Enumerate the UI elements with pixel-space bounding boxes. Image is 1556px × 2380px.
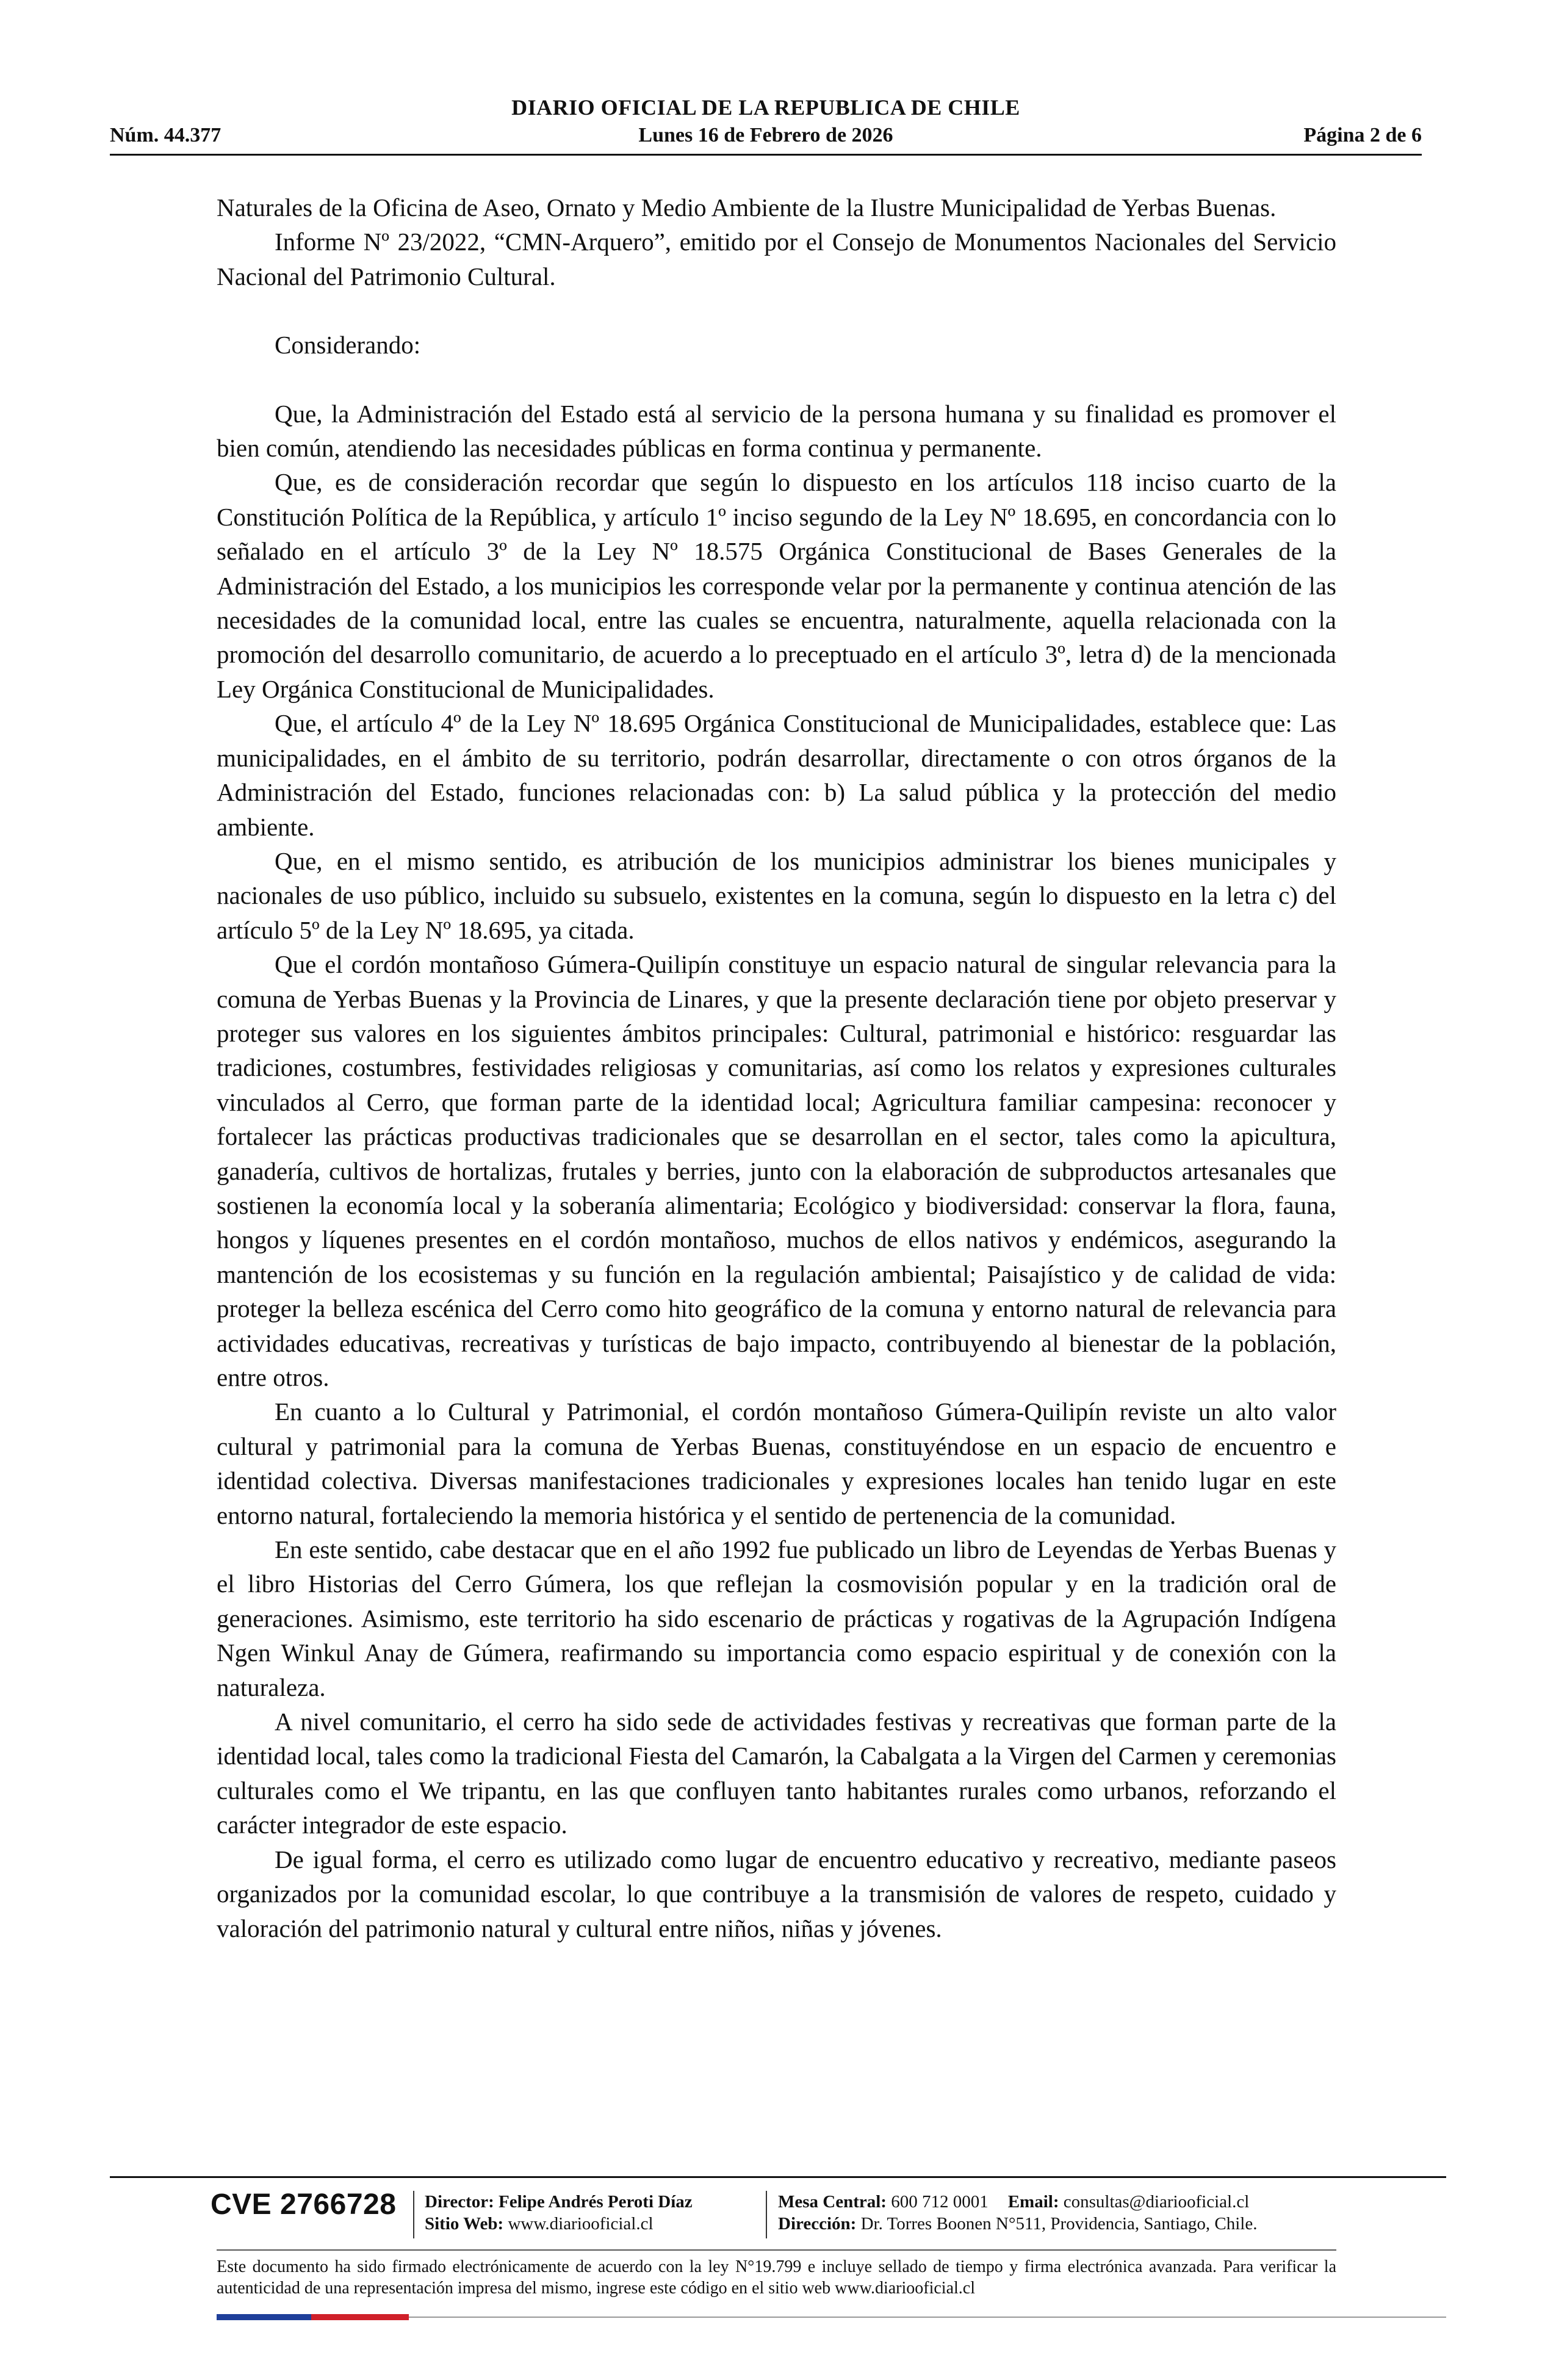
spacer (217, 362, 1336, 397)
email-label: Email: (1007, 2192, 1059, 2212)
document-body (217, 190, 1336, 2131)
footer-divider (110, 2176, 1446, 2178)
footer-separator (766, 2191, 767, 2238)
phone-label: Mesa Central: (778, 2192, 887, 2212)
legal-notice: Este documento ha sido firmado electrónicamente de acuerdo con la ley N°19.799 e incluye sellado de tiempo y firma electrónica avanzada. Para verificar la autenticidad de una representación impresa del mismo, ingrese este código en el sitio web www.diariooficial.cl (217, 2257, 1336, 2298)
address-label: Dirección: (778, 2214, 857, 2234)
body-paragraph: A nivel comunitario, el cerro ha sido sede de actividades festivas y recreativas que forman parte de la identidad local, tales como la tradicional Fiesta del Camarón, la Cabalgata a la Virgen del Carmen y ceremonias culturales como el We tripantu, en las que confluyen tanto habitantes rurales como urbanos, reforzando el carácter integrador de este espacio. (217, 1707, 1336, 1839)
body-paragraph: De igual forma, el cerro es utilizado como lugar de encuentro educativo y recreativo, mediante paseos organizados por la comunidad escolar, lo que contribuye a la transmisión de valores de respeto, cuidado y valoración del patrimonio natural y cultural entre niños, niñas y jóvenes. (217, 1845, 1336, 1942)
footer-contact-right (778, 2191, 1257, 2235)
email-link[interactable]: consultas@diariooficial.cl (1063, 2192, 1250, 2212)
body-paragraph: Informe Nº 23/2022, “CMN-Arquero”, emitido por el Consejo de Monumentos Nacionales del Servicio Nacional del Patrimonio Cultural. (217, 228, 1336, 290)
body-paragraph: Que, la Administración del Estado está al servicio de la persona humana y su finalidad es promover el bien común, atendiendo las necesidades públicas en forma continua y permanente. (217, 399, 1336, 463)
issue-date: Lunes 16 de Febrero de 2026 (638, 124, 893, 146)
body-paragraph: En cuanto a lo Cultural y Patrimonial, el cordón montañoso Gúmera-Quilipín reviste un alto valor cultural y patrimonial para la comuna de Yerbas Buenas, constituyéndose en un espacio de encuentro e identidad colectiva. Diversas manifestaciones tradicionales y expresiones locales han tenido lugar en este entorno natural, fortaleciendo la memoria histórica y el sentido de pertenencia de la comunidad. (217, 1397, 1336, 1529)
body-paragraph: Que, es de consideración recordar que según lo dispuesto en los artículos 118 inciso cuarto de la Constitución Política de la República, y artículo 1º inciso segundo de la Ley Nº 18.695, en concordancia con lo señalado en el artículo 3º de la Ley Nº 18.575 Orgánica Constitucional de Bases Generales de la Administración del Estado, a los municipios les corresponde velar por la permanente y continua atención de las necesidades de la comunidad local, entre las cuales se encuentra, naturalmente, aquella relacionada con la promoción del desarrollo comunitario, de acuerdo a lo preceptuado en el artículo 3º, letra d) de la mencionada Ley Orgánica Constitucional de Municipalidades. (217, 468, 1336, 703)
footer-contact-left (425, 2191, 693, 2235)
website-link[interactable]: www.diariooficial.cl (508, 2214, 654, 2234)
director-name: Felipe Andrés Peroti Díaz (499, 2192, 693, 2212)
phone-value: 600 712 0001 (891, 2192, 989, 2212)
footer-divider (217, 2249, 1336, 2251)
body-paragraph: Que, en el mismo sentido, es atribución de los municipios administrar los bienes municipales y nacionales de uso público, incluido su subsuelo, existentes en la comuna, según lo dispuesto en la letra c) del artículo 5º de la Ley Nº 18.695, ya citada. (217, 846, 1336, 944)
body-paragraph: En este sentido, cabe destacar que en el año 1992 fue publicado un libro de Leyendas de Yerbas Buenas y el libro Historias del Cerro Gúmera, los que reflejan la cosmovisión popular y en la tradición oral de generaciones. Asimismo, este territorio ha sido escenario de prácticas y rogativas de la Agrupación Indígena Ngen Winkul Anay de Gúmera, reafirmando su importancia como espacio espiritual y de conexión con la naturaleza. (217, 1535, 1336, 1701)
footer-separator (413, 2191, 414, 2238)
header-divider (110, 154, 1422, 156)
body-paragraph: Que el cordón montañoso Gúmera-Quilipín constituye un espacio natural de singular relevancia para la comuna de Yerbas Buenas y la Provincia de Linares, y que la presente declaración tiene por objeto preservar y proteger sus valores en los siguientes ámbitos principales: Cultural, patrimonial e histórico: resguardar las tradiciones, costumbres, festividades religiosas y comunitarias, así como los relatos y expresiones culturales vinculados al Cerro, que forman parte de la identidad local; Agricultura familiar campesina: reconocer y fortalecer las prácticas productivas tradicionales que se desarrollan en el sector, tales como la apicultura, ganadería, cultivos de hortalizas, frutales y berries, junto con la elaboración de subproductos artesanales que sostienen la economía local y la soberanía alimentaria; Ecológico y biodiversidad: conservar la flora, fauna, hongos y líquenes presentes en el cordón montañoso, muchos de ellos nativos y endémicos, asegurando la mantención de los ecosistemas y su función en la regulación ambiental; Paisajístico y de calidad de vida: proteger la belleza escénica del Cerro como hito geográfico de la comuna y entorno natural de relevancia para actividades educativas, recreativas y turísticas de bajo impacto, contribuyendo al bienestar de la población, entre otros. (217, 950, 1336, 1391)
publication-title: DIARIO OFICIAL DE LA REPUBLICA DE CHILE (511, 95, 1020, 120)
website-label: Sitio Web: (425, 2214, 504, 2234)
section-heading: Considerando: (275, 331, 421, 359)
director-label: Director: (425, 2192, 494, 2212)
flag-stripe-red (311, 2314, 409, 2320)
address-value: Dr. Torres Boonen N°511, Providencia, Santiago, Chile. (860, 2214, 1258, 2234)
body-paragraph: Que, el artículo 4º de la Ley Nº 18.695 Orgánica Constitucional de Municipalidades, establece que: Las municipalidades, en el ámbito de su territorio, podrán desarrollar, directamente o con otros órganos de la Administración del Estado, funciones relacionadas con: b) La salud pública y la protección del medio ambiente. (217, 709, 1336, 841)
flag-stripe-blue (217, 2314, 311, 2320)
body-paragraph: Naturales de la Oficina de Aseo, Ornato y Medio Ambiente de la Ilustre Municipalidad de Yerbas Buenas. (217, 193, 1277, 222)
page-indicator: Página 2 de 6 (1303, 124, 1422, 146)
cve-code: CVE 2766728 (211, 2188, 397, 2221)
spacer (217, 294, 1336, 328)
bottom-rule (409, 2317, 1446, 2318)
issue-number: Núm. 44.377 (110, 124, 222, 146)
page-header (110, 95, 1422, 156)
